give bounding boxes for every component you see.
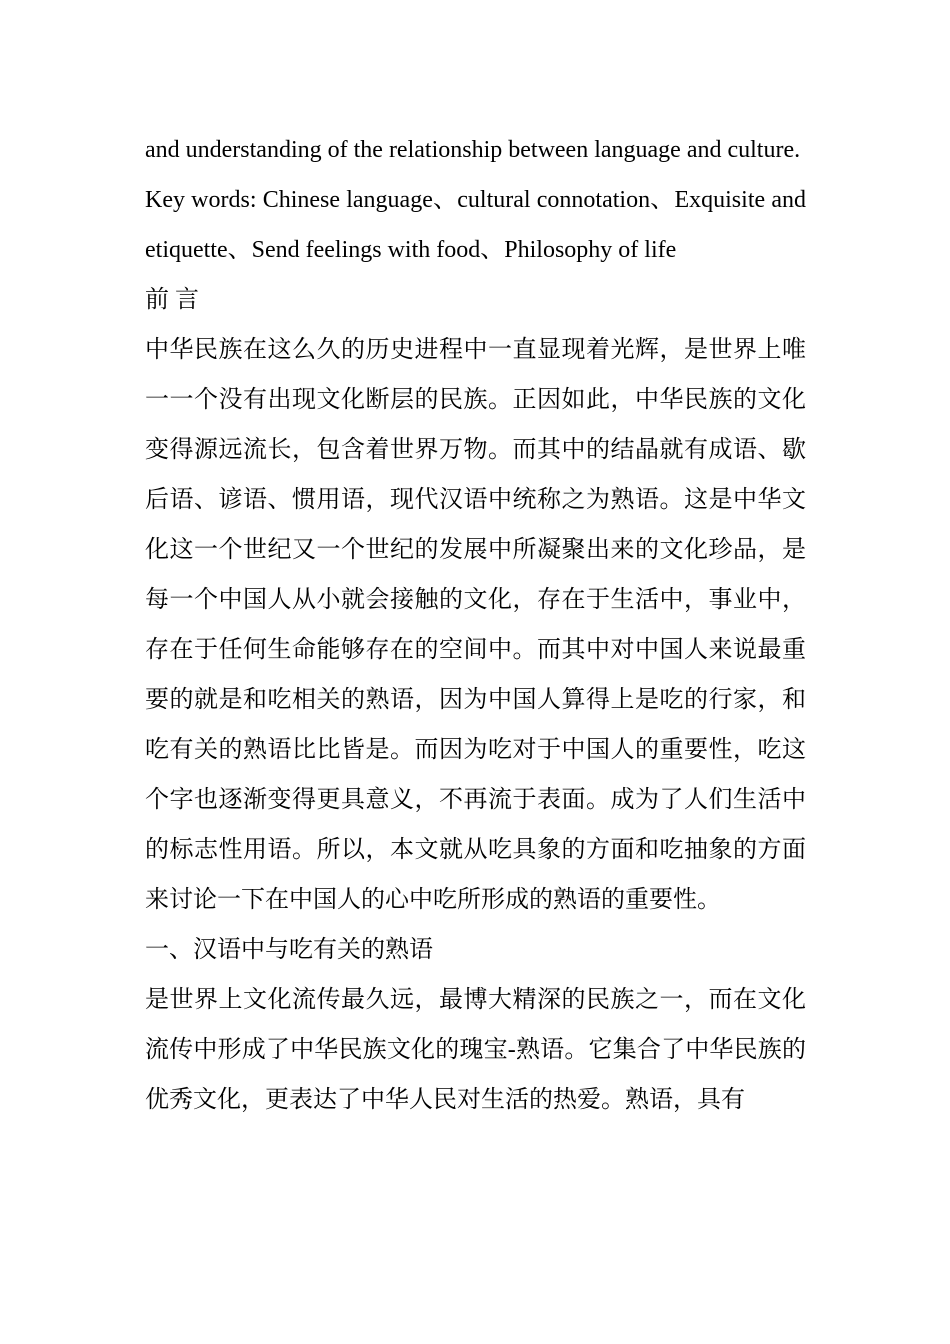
section-1-heading: 一、汉语中与吃有关的熟语 <box>145 937 433 963</box>
preface-heading: 前 言 <box>145 287 199 313</box>
document-body <box>145 125 806 1125</box>
abstract-tail-paragraph: and understanding of the relationship between language and culture. <box>145 137 801 163</box>
section-1-paragraph: 是世界上文化流传最久远，最博大精深的民族之一，而在文化流传中形成了中华民族文化的瑰宝-熟语。它集合了中华民族的优秀文化，更表达了中华人民对生活的热爱。熟语，具有 <box>145 987 806 1113</box>
keywords-paragraph: Key words: Chinese language、cultural connotation、Exquisite and etiquette、Send feelings with food、Philosophy of life <box>145 187 806 263</box>
preface-paragraph: 中华民族在这么久的历史进程中一直显现着光辉，是世界上唯一一个没有出现文化断层的民族。正因如此，中华民族的文化变得源远流长，包含着世界万物。而其中的结晶就有成语、歇后语、谚语、惯用语，现代汉语中统称之为熟语。这是中华文化这一个世纪又一个世纪的发展中所凝聚出来的文化珍品，是每一个中国人从小就会接触的文化，存在于生活中，事业中，存在于任何生命能够存在的空间中。而其中对中国人来说最重要的就是和吃相关的熟语，因为中国人算得上是吃的行家，和吃有关的熟语比比皆是。而因为吃对于中国人的重要性，吃这个字也逐渐变得更具意义，不再流于表面。成为了人们生活中的标志性用语。所以，本文就从吃具象的方面和吃抽象的方面来讨论一下在中国人的心中吃所形成的熟语的重要性。 <box>145 337 806 913</box>
